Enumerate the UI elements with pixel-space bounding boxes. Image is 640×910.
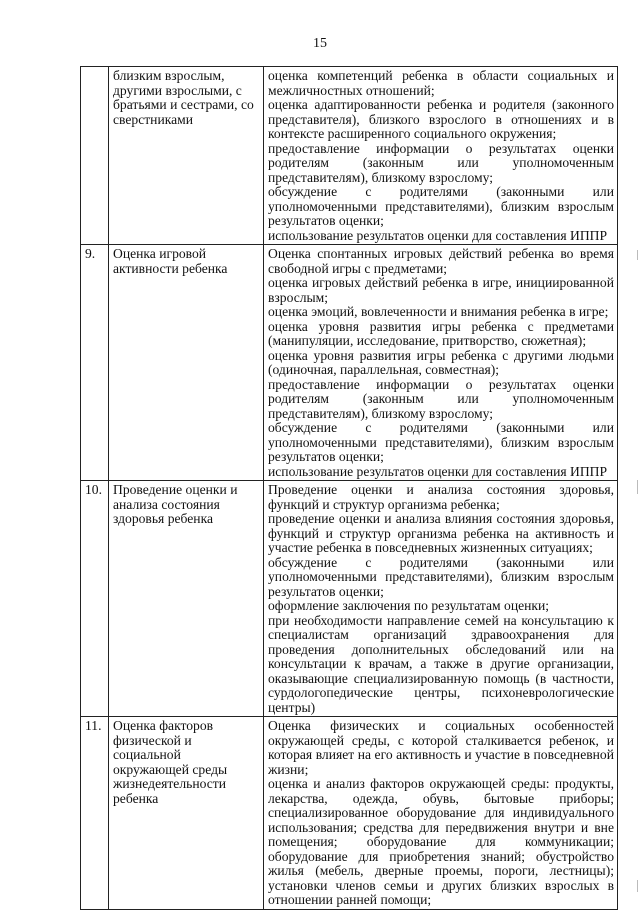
description-line: обсуждение с родителями (законными или уполномоченными представителями), близким взрослым результатов оценки; [268,184,614,228]
scan-edge-mark [637,880,638,892]
page-number: 15 [313,36,327,51]
table-row [81,67,618,245]
description-line: Оценка спонтанных игровых действий ребенка во время свободной игры с предметами; [268,246,614,276]
description-line: оценка игровых действий ребенка в игре, инициированной взрослым; [268,275,614,305]
description-line: оценка компетенций ребенка в области социальных и межличностных отношений; [268,68,614,98]
service-description [264,67,618,245]
description-line: оформление заключения по результатам оценки; [268,598,550,613]
table-row [81,717,618,910]
service-name: Оценка факторов физической и социальной окружающей среды жизнедеятельности ребенка [109,717,264,910]
description-line: проведение оценки и анализа влияния состояния здоровья, функций и структур организма ребенка на активность и участие ребенка в повседневных жизненных ситуациях; [268,511,614,555]
table-row [81,245,618,481]
row-number: 11. [81,717,109,910]
description-line: оценка и анализ факторов окружающей среды: продукты, лекарства, одежда, обувь, бытовые приборы; специализированное оборудование для индивидуального использования; средства для передвижения внутри и вне помещения; оборудование для коммуникации; оборудование для приобретения знаний; обустройство жилья (мебель, дверные проемы, пороги, лестницы); установки членов семьи и других близких взрослых в отношении ранней помощи; [268,776,614,907]
service-name: Оценка игровой активности ребенка [109,245,264,481]
description-line: использование результатов оценки для составления ИППР [268,463,608,479]
service-description [264,481,618,717]
description-line: оценка уровня развития игры ребенка с другими людьми (одиночная, параллельная, совместная); [268,347,614,377]
description-line: Оценка физических и социальных особенностей окружающей среды, с которой сталкивается ребенок, и которая влияет на его активность и участие в повседневной жизни; [268,718,614,777]
description-line: оценка уровня развития игры ребенка с предметами (манипуляции, исследование, притворство, сюжетная); [268,318,614,348]
description-line: Проведение оценки и анализа состояния здоровья, функций и структур организма ребенка; [268,482,614,512]
description-line: предоставление информации о результатах оценки родителям (законным или уполномоченным представителям), близкому взрослому; [268,376,614,421]
description-line: предоставление информации о результатах оценки родителям (законным или уполномоченным представителям), близкому взрослому; [268,140,614,185]
scan-edge-mark [637,480,638,494]
description-line: оценка адаптированности ребенка и родителя (законного представителя), близкого взрослого в отношениях и в контексте расширенного социального окружения; [268,97,614,141]
description-line: использование результатов оценки для составления ИППР [268,227,608,243]
service-description [264,717,618,910]
row-number [81,67,109,245]
service-name: Проведение оценки и анализа состояния здоровья ребенка [109,481,264,717]
description-line: оценка эмоций, вовлеченности и внимания ребенка в игре; [268,304,609,319]
services-table [80,66,618,910]
table-row [81,481,618,717]
row-number: 9. [81,245,109,481]
description-line: обсуждение с родителями (законными или уполномоченными представителями), близким взрослым результатов оценки; [268,554,614,599]
service-name: близким взрослым, другими взрослыми, с братьями и сестрами, со сверстниками [109,67,264,245]
scan-edge-mark [637,250,638,260]
service-description [264,245,618,481]
row-number: 10. [81,481,109,717]
description-line: при необходимости направление семей на консультацию к специалистам организаций здравоохранения для проведения дополнительных обследований или на консультации к врачам, а также в другие организации, оказывающие специализированную помощь (в частности, сурдологопедические центры, психоневрологические центры) [268,612,614,715]
description-line: обсуждение с родителями (законными или уполномоченными представителями), близким взрослым результатов оценки; [268,420,614,464]
